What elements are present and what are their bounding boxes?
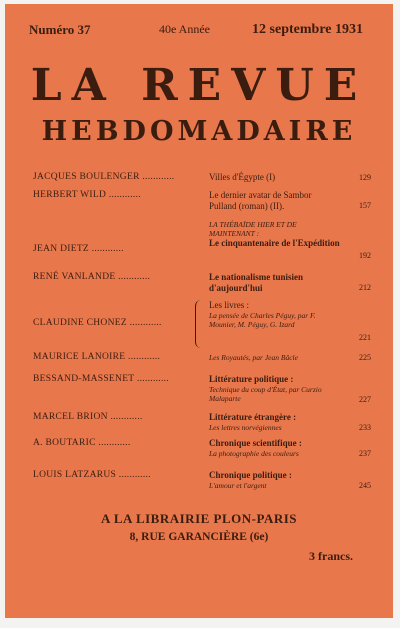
toc-author: RENÉ VANLANDE ..... bbox=[33, 272, 203, 283]
issue-year: 40e Année bbox=[159, 22, 210, 36]
toc-rubric: Littérature politique : bbox=[209, 374, 294, 384]
masthead-title: LA REVUE bbox=[30, 60, 368, 111]
toc-page: 157 bbox=[359, 201, 371, 210]
magazine-cover bbox=[5, 4, 393, 618]
toc-title: La pensée de Charles Péguy, par F. Mounier, M. Péguy, G. Izard bbox=[209, 311, 316, 329]
toc-author: MARCEL BRION ..... bbox=[33, 412, 203, 423]
toc-author: HERBERT WILD ..... bbox=[33, 190, 203, 201]
toc-author: MAURICE LANOIRE ..... bbox=[33, 352, 203, 363]
toc-author: A. BOUTARIC ..... bbox=[33, 438, 203, 449]
toc-title: Technique du coup d'État, par Curzio Malaparte bbox=[209, 385, 322, 403]
publisher-address: 8, RUE GARANCIÈRE (6e) bbox=[129, 531, 269, 543]
toc-title: Les lettres norvégiennes bbox=[209, 423, 282, 432]
toc-rubric: Chronique politique : bbox=[209, 470, 292, 480]
toc-author: JEAN DIETZ ..... bbox=[33, 244, 203, 255]
masthead-subtitle: HEBDOMADAIRE bbox=[41, 116, 357, 147]
toc-page: 212 bbox=[359, 283, 371, 292]
toc-title: Le cinquantenaire de l'Expédition bbox=[209, 238, 340, 248]
toc-page: 233 bbox=[359, 423, 371, 432]
toc-page: 225 bbox=[359, 353, 371, 362]
toc-title: Le dernier avatar de Sambor Pulland (roman) (II). bbox=[209, 190, 312, 211]
toc-author: JACQUES BOULENGER ..... bbox=[33, 172, 203, 183]
toc-author: LOUIS LATZARUS ..... bbox=[33, 470, 203, 481]
publisher-line: A LA LIBRAIRIE PLON-PARIS bbox=[100, 511, 298, 526]
toc-title: Villes d'Égypte (I) bbox=[209, 172, 276, 182]
toc-title: L'amour et l'argent bbox=[209, 481, 267, 490]
toc-rubric: Chronique scientifique : bbox=[209, 438, 302, 448]
toc-rubric: Les livres : bbox=[209, 300, 249, 310]
toc-rubric: LA THÉBAÏDE HIER ET DE MAINTENANT : bbox=[209, 220, 297, 238]
toc-title: Les Royautés, par Jean Bâcle bbox=[209, 353, 298, 362]
toc-page: 237 bbox=[359, 449, 371, 458]
toc-page: 129 bbox=[359, 173, 371, 182]
issue-number: Numéro 37 bbox=[29, 22, 91, 37]
toc-rubric: Littérature étrangère : bbox=[209, 412, 297, 422]
issue-date: 12 septembre 1931 bbox=[252, 22, 363, 37]
toc-page: 245 bbox=[359, 481, 371, 490]
price: 3 francs. bbox=[309, 549, 353, 563]
toc-page: 221 bbox=[359, 333, 371, 342]
toc-title: La photographie des couleurs bbox=[209, 449, 299, 458]
toc-page: 227 bbox=[359, 395, 371, 404]
toc-author: BESSAND-MASSENET ..... bbox=[33, 374, 203, 385]
toc-page: 192 bbox=[359, 251, 371, 260]
toc-title: Le nationalisme tunisien d'aujourd'hui bbox=[209, 272, 304, 293]
toc-author: CLAUDINE CHONEZ ..... bbox=[33, 318, 203, 329]
